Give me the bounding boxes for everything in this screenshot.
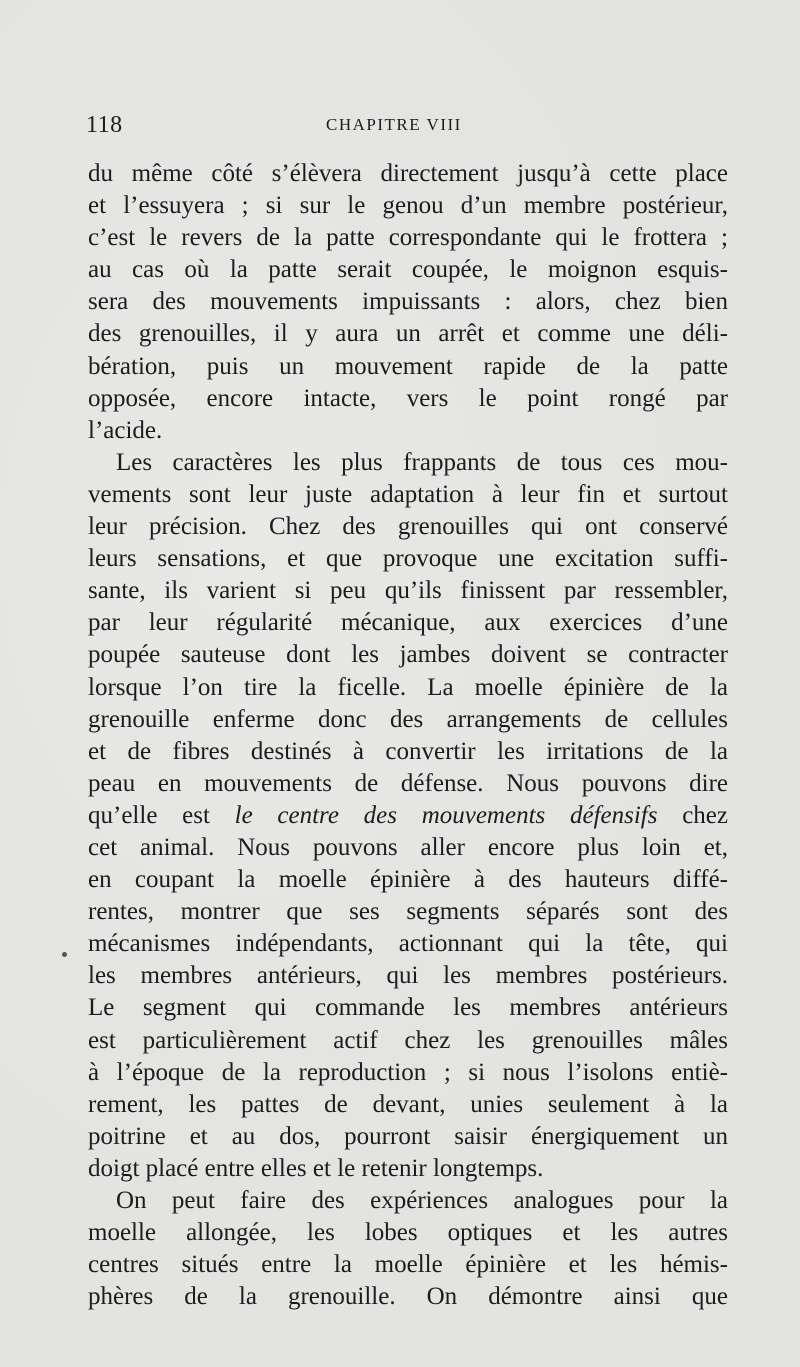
text-line: en coupant la moelle épinière à des hauteurs diffé- [88,866,728,894]
text-line: poitrine et au dos, pourront saisir énergiquement un [88,1122,728,1150]
text-line: Le segment qui commande les membres antérieurs [88,994,728,1022]
running-head [86,112,726,142]
text-line: moelle allongée, les lobes optiques et les autres [88,1219,728,1247]
paragraph-start-line: Les caractères les plus frappants de tous ces mou- [116,448,728,476]
text-line: et l’essuyera ; si sur le genou d’un membre postérieur, [88,192,728,220]
text-line: poupée sauteuse dont les jambes doivent se contracter [88,641,728,669]
text-line: du même côté s’élèvera directement jusqu’à cette place [88,160,728,187]
text-line: les membres antérieurs, qui les membres postérieurs. [88,962,728,990]
text-line: et de fibres destinés à convertir les irritations de la [88,737,728,765]
text-line: au cas où la patte serait coupée, le moignon esquis- [88,256,728,284]
text-line: doigt placé entre elles et le retenir longtemps. [88,1154,544,1182]
text-line: à l’époque de la reproduction ; si nous l’isolons entiè- [88,1058,728,1086]
text-line: lorsque l’on tire la ficelle. La moelle épinière de la [88,673,728,701]
text-line: l’acide. [88,416,163,444]
text-line: c’est le revers de la patte correspondante qui le frottera ; [88,224,728,252]
text-line: cet animal. Nous pouvons aller encore plus loin et, [88,833,728,861]
text-line: rentes, montrer que ses segments séparés sont des [88,898,728,926]
text-line: rement, les pattes de devant, unies seulement à la [88,1090,728,1118]
text-line: opposée, encore intacte, vers le point rongé par [88,384,728,412]
text-line: mécanismes indépendants, actionnant qui la tête, qui [88,930,728,958]
text-line: des grenouilles, il y aura un arrêt et comme une déli- [88,320,728,348]
paragraph-start-line: On peut faire des expériences analogues pour la [116,1187,728,1214]
page-number: 118 [86,112,123,138]
text-segment: chez [657,801,728,829]
text-segment: qu’elle est [88,801,235,829]
ink-speck [62,952,67,957]
text-line: est particulièrement actif chez les grenouilles mâles [88,1026,728,1054]
text-line: centres situés entre la moelle épinière et les hémis- [88,1251,728,1279]
text-line: sante, ils varient si peu qu’ils finissent par ressembler, [88,577,728,605]
text-line: leurs sensations, et que provoque une excitation suffi- [88,545,728,573]
text-line: leur précision. Chez des grenouilles qui ont conservé [88,513,728,541]
chapter-title: CHAPITRE VIII [326,115,462,134]
text-line: vements sont leur juste adaptation à leur fin et surtout [88,480,728,508]
body-text [88,158,728,1313]
emphasized-phrase: le centre des mouvements défensifs [234,801,658,829]
text-line: bération, puis un mouvement rapide de la patte [88,352,728,380]
text-line: sera des mouvements impuissants : alors, chez bien [88,288,728,316]
text-line: grenouille enferme donc des arrangements de cellules [88,705,728,733]
text-line: phères de la grenouille. On démontre ainsi que [88,1283,728,1311]
text-line-with-emphasis [88,800,728,832]
text-line: par leur régularité mécanique, aux exercices d’une [88,609,728,637]
text-line: peau en mouvements de défense. Nous pouvons dire [88,769,728,797]
